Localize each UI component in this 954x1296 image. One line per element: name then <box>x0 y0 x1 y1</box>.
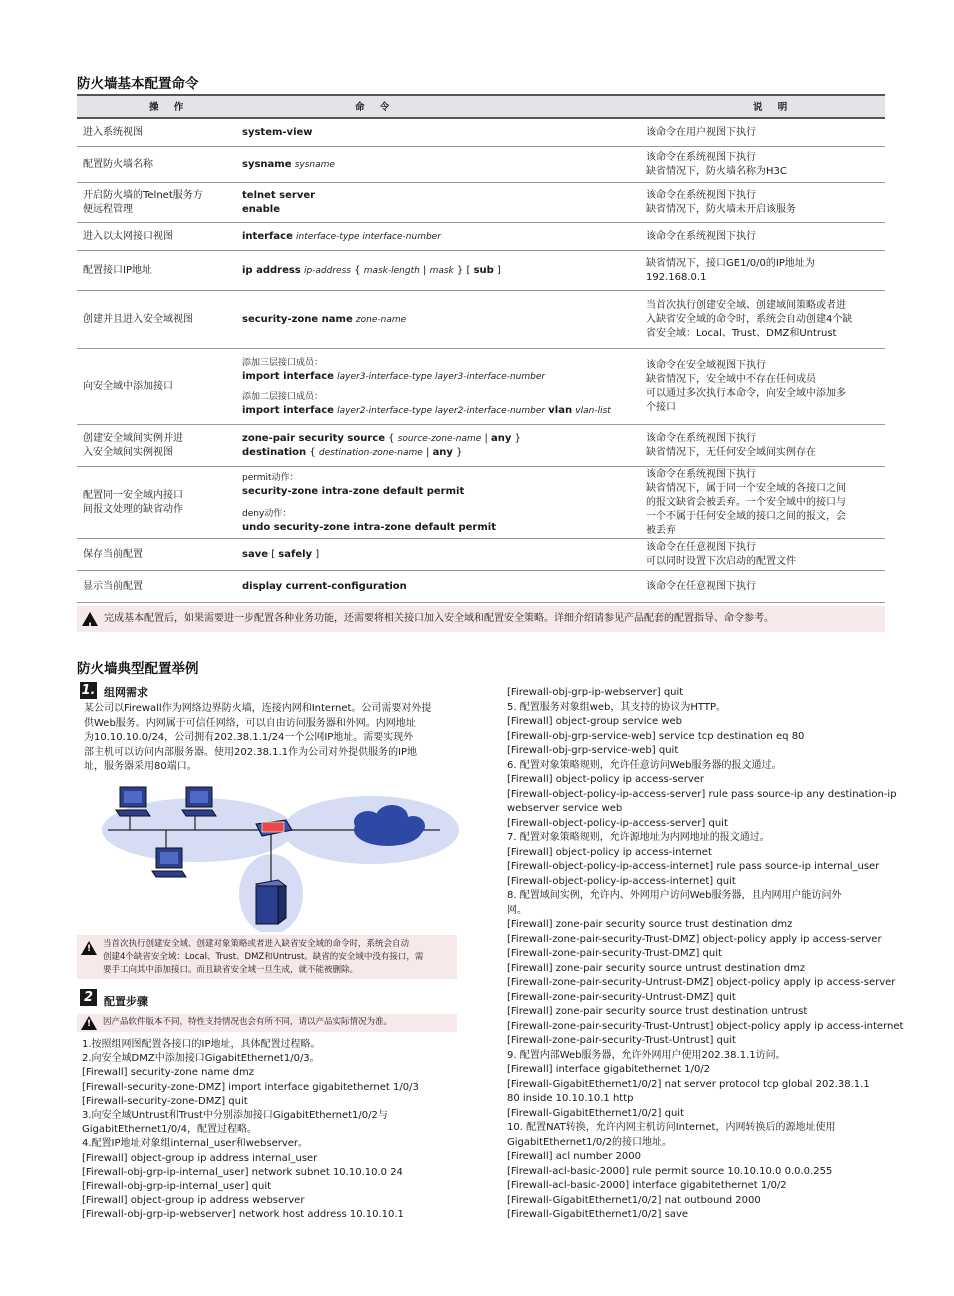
requirements-line: 供Web服务。内网属于可信任网络，可以自由访问服务器和外网。内网地址 <box>84 717 416 729</box>
description-cell: 该命令在系统视图下执行 缺省情况下，防火墙未开启该服务 <box>646 190 796 215</box>
description-cell: 缺省情况下，接口GE1/0/0的IP地址为 192.168.0.1 <box>646 258 815 283</box>
config-line: [Firewall-GigabitEthernet1/0/2] save <box>507 1209 689 1220</box>
operation-cell: 开启防火墙的Telnet服务方 便远程管理 <box>83 190 203 215</box>
config-line: 80 inside 10.10.10.1 http <box>507 1093 634 1104</box>
header-command: 命 令 <box>355 102 396 113</box>
config-line: [Firewall-obj-grp-ip-webserver] network host address 10.10.10.1 <box>82 1209 404 1221</box>
config-line: [Firewall-GigabitEthernet1/0/2] nat outbound 2000 <box>507 1194 761 1206</box>
description-cell: 该命令在系统视图下执行 <box>646 231 756 242</box>
description-cell: 该命令在安全域视图下执行 缺省情况下，安全域中不存在任何成员 可以通过多次执行本命令，向安全域中添加多 个接口 <box>646 360 846 413</box>
header-description: 说 明 <box>753 102 794 113</box>
config-line: [Firewall-obj-grp-ip-internal_user] network subnet 10.10.10.0 24 <box>82 1166 403 1178</box>
config-line: [Firewall] object-policy ip access-server <box>507 774 704 785</box>
config-line: [Firewall-GigabitEthernet1/0/2] quit <box>507 1107 685 1119</box>
description-cell: 该命令在用户视图下执行 <box>646 127 756 138</box>
command-cell: system-view <box>242 127 313 138</box>
config-line: 10. 配置NAT转换，允许内网主机访问Internet，内网转换后的源地址使用 <box>507 1122 836 1133</box>
warning-line: 因产品软件版本不同，特性支持情况也会有所不同，请以产品实际情况为准。 <box>103 1017 393 1027</box>
config-line: 7. 配置对象策略规则，允许源地址为内网地址的报文通过。 <box>507 832 770 843</box>
table-row <box>77 425 885 467</box>
warning-icon <box>81 941 97 955</box>
config-line: [Firewall-object-policy-ip-access-internet] quit <box>507 875 736 887</box>
description-cell: 该命令在系统视图下执行 缺省情况下，无任何安全域间实例存在 <box>646 433 816 458</box>
config-line: [Firewall-zone-pair-security-Trust-Untrust] object-policy apply ip access-internet <box>507 1020 904 1032</box>
description-cell: 当首次执行创建安全域、创建域间策略或者进 入缺省安全域的命令时，系统会自动创建4个缺 省安全域：Local、Trust、DMZ和Untrust <box>646 300 853 339</box>
config-line: 4.配置IP地址对象组internal_user和webserver。 <box>82 1138 309 1150</box>
config-line: [Firewall] interface gigabitethernet 1/0/2 <box>507 1064 711 1075</box>
config-line: 1.按照组网图配置各接口的IP地址，具体配置过程略。 <box>82 1039 321 1050</box>
description-cell: 该命令在任意视图下执行 可以同时设置下次启动的配置文件 <box>646 542 796 567</box>
config-line: [Firewall] object-policy ip access-internet <box>507 846 712 858</box>
operation-cell: 配置接口IP地址 <box>83 265 152 276</box>
description-cell: 该命令在任意视图下执行 <box>646 581 756 592</box>
config-line: [Firewall-GigabitEthernet1/0/2] nat server protocol tcp global 202.38.1.1 <box>507 1078 870 1090</box>
operation-cell: 进入以太网接口视图 <box>83 231 173 242</box>
config-line: [Firewall] security-zone name dmz <box>82 1067 254 1079</box>
description-cell: 该命令在系统视图下执行 缺省情况下，属于同一个安全域的各接口之间 的报文缺省会被丢弃。一个安全域中的接口与 一个不属于任何安全域的接口之间的报文，会 被丢弃 <box>646 469 846 536</box>
operation-cell: 配置同一安全域内接口 间报文处理的缺省动作 <box>83 490 183 515</box>
command-cell: ip address ip-address { mask-length | mask } [ sub ] <box>242 265 501 276</box>
requirements-line: 某公司以Firewall作为网络边界防火墙，连接内网和Internet。公司需要对外提 <box>84 703 432 714</box>
config-line: [Firewall-acl-basic-2000] interface gigabitethernet 1/0/2 <box>507 1180 787 1191</box>
config-line: 网。 <box>507 904 527 916</box>
operation-cell: 显示当前配置 <box>83 581 143 592</box>
config-line: [Firewall-security-zone-DMZ] import interface gigabitethernet 1/0/3 <box>82 1081 419 1093</box>
config-command-table <box>77 94 885 603</box>
config-line: [Firewall-object-policy-ip-access-server] rule pass source-ip any destination-ip <box>507 788 897 800</box>
note-bar <box>77 606 885 632</box>
pc-icon <box>116 787 150 816</box>
config-line: [Firewall-zone-pair-security-Trust-DMZ] quit <box>507 948 722 959</box>
config-steps-left-column <box>82 1038 482 1223</box>
config-line: [Firewall] object-group ip address internal_user <box>82 1152 318 1164</box>
header-operation: 操 作 <box>149 102 190 113</box>
pc-icon <box>152 848 186 877</box>
command-cell: zone-pair security source { source-zone-name | any } destination { destination-zone-name | any } <box>242 433 521 458</box>
operation-cell: 向安全域中添加接口 <box>83 381 173 392</box>
table-row <box>77 539 885 571</box>
network-diagram <box>100 782 460 932</box>
config-line: 9. 配置内部Web服务器，允许外网用户使用202.38.1.1访问。 <box>507 1049 786 1061</box>
config-line: [Firewall-security-zone-DMZ] quit <box>82 1095 248 1107</box>
pc-icon <box>182 787 216 816</box>
warning-icon <box>81 1016 97 1030</box>
config-line: 5. 配置服务对象组web，其支持的协议为HTTP。 <box>507 701 726 713</box>
section-title-example: 防火墙典型配置举例 <box>77 661 199 677</box>
warning-icon <box>82 612 98 626</box>
warning-note-version <box>77 1014 457 1032</box>
warning-line: 创建4个缺省安全域：Local、Trust、DMZ和Untrust。缺省的安全域中没有接口，需 <box>103 952 424 962</box>
step-2-title: 配置步骤 <box>104 995 148 1008</box>
config-line: [Firewall-zone-pair-security-Trust-DMZ] object-policy apply ip access-server <box>507 933 882 945</box>
config-line: [Firewall-object-policy-ip-access-server] quit <box>507 817 728 829</box>
config-steps-right-column <box>507 686 904 1223</box>
operation-cell: 进入系统视图 <box>83 127 143 138</box>
warning-line: 要手工向其中添加接口。而且缺省安全域一旦生成，就不能被删除。 <box>103 965 359 975</box>
config-line: GigabitEthernet1/0/2的接口地址。 <box>507 1136 672 1148</box>
step-1-title: 组网需求 <box>104 686 148 699</box>
command-cell: permit动作： security-zone intra-zone default permit deny动作： undo security-zone intra-zone default permit <box>242 473 496 533</box>
note-bar-text: 完成基本配置后，如果需要进一步配置各种业务功能，还需要将相关接口加入安全域和配置安全策略。详细介绍请参见产品配套的配置指导、命令参考。 <box>104 613 774 624</box>
config-line: [Firewall] acl number 2000 <box>507 1151 641 1162</box>
config-line: [Firewall-zone-pair-security-Untrust-DMZ] object-policy apply ip access-server <box>507 977 896 988</box>
config-line: [Firewall-object-policy-ip-access-internet] rule pass source-ip internal_user <box>507 861 880 872</box>
requirements-line: 址，服务器采用80端口。 <box>84 761 197 773</box>
table-row <box>77 119 885 147</box>
server-icon <box>256 880 286 924</box>
command-cell: interface interface-type interface-number <box>242 231 441 242</box>
table-row <box>77 571 885 603</box>
config-line: GigabitEthernet1/0/4，配置过程略。 <box>82 1124 257 1136</box>
config-line: [Firewall] zone-pair security source trust destination untrust <box>507 1006 808 1017</box>
description-cell: 该命令在系统视图下执行 缺省情况下，防火墙名称为H3C <box>646 152 787 177</box>
table-row <box>77 291 885 349</box>
requirements-line: 部主机可以访问内部服务器。使用202.38.1.1作为公司对外提供服务的IP地 <box>84 746 418 758</box>
table-row <box>77 223 885 251</box>
config-line: [Firewall] zone-pair security source trust destination dmz <box>507 919 793 930</box>
config-line: [Firewall-obj-grp-service-web] service tcp destination eq 80 <box>507 730 805 742</box>
table-row <box>77 147 885 183</box>
command-cell: 添加三层接口成员： import interface layer3-interface-type layer3-interface-number 添加二层接口成员： import interface layer2-interface-type layer2-interface-number vlan vlan-list <box>242 358 611 416</box>
config-line: [Firewall-obj-grp-service-web] quit <box>507 745 679 756</box>
requirements-text <box>84 702 474 775</box>
config-line: webserver service web <box>507 803 623 814</box>
operation-cell: 创建安全域间实例并进 入安全域间实例视图 <box>83 433 183 458</box>
table-row <box>77 251 885 291</box>
config-line: [Firewall-obj-grp-ip-webserver] quit <box>507 687 684 698</box>
warning-line: 当首次执行创建安全域、创建对象策略或者进入缺省安全域的命令时，系统会自动 <box>103 939 410 949</box>
table-header <box>77 94 885 119</box>
config-line: [Firewall-acl-basic-2000] rule permit source 10.10.10.0 0.0.0.255 <box>507 1165 833 1177</box>
command-cell: security-zone name zone-name <box>242 314 407 325</box>
command-cell: telnet server enable <box>242 190 316 215</box>
config-line: 6. 配置对象策略规则，允许任意访问Web服务器的报文通过。 <box>507 759 782 771</box>
requirements-line: 为10.10.10.0/24，公司拥有202.38.1.1/24一个公网IP地址。需要实现外 <box>84 732 414 744</box>
config-line: 3.向安全域Untrust和Trust中分别添加接口GigabitEthernet1/0/2与 <box>82 1110 388 1122</box>
operation-cell: 保存当前配置 <box>83 549 143 560</box>
table-row <box>77 183 885 223</box>
config-line: 8. 配置域间实例，允许内、外网用户访问Web服务器，且内网用户能访问外 <box>507 890 842 901</box>
step-2-badge: 2 <box>80 989 97 1006</box>
config-line: [Firewall-zone-pair-security-Trust-Untrust] quit <box>507 1035 736 1046</box>
command-cell: sysname sysname <box>242 159 335 170</box>
section-title-basic-config: 防火墙基本配置命令 <box>77 76 199 92</box>
config-line: 2.向安全域DMZ中添加接口GigabitEthernet1/0/3。 <box>82 1053 320 1065</box>
config-line: [Firewall] object-group service web <box>507 716 683 727</box>
step-1-badge: 1. <box>81 683 96 698</box>
table-row <box>77 349 885 425</box>
operation-cell: 创建并且进入安全域视图 <box>83 314 193 325</box>
config-line: [Firewall] object-group ip address webserver <box>82 1195 305 1207</box>
table-body <box>77 119 885 603</box>
config-line: [Firewall] zone-pair security source untrust destination dmz <box>507 962 806 974</box>
config-line: [Firewall-zone-pair-security-Untrust-DMZ] quit <box>507 991 736 1003</box>
table-row <box>77 467 885 539</box>
command-cell: save [ safely ] <box>242 549 320 560</box>
operation-cell: 配置防火墙名称 <box>83 159 153 170</box>
warning-note-default-zones <box>77 935 457 979</box>
command-cell: display current-configuration <box>242 581 407 592</box>
config-line: [Firewall-obj-grp-ip-internal_user] quit <box>82 1181 272 1193</box>
